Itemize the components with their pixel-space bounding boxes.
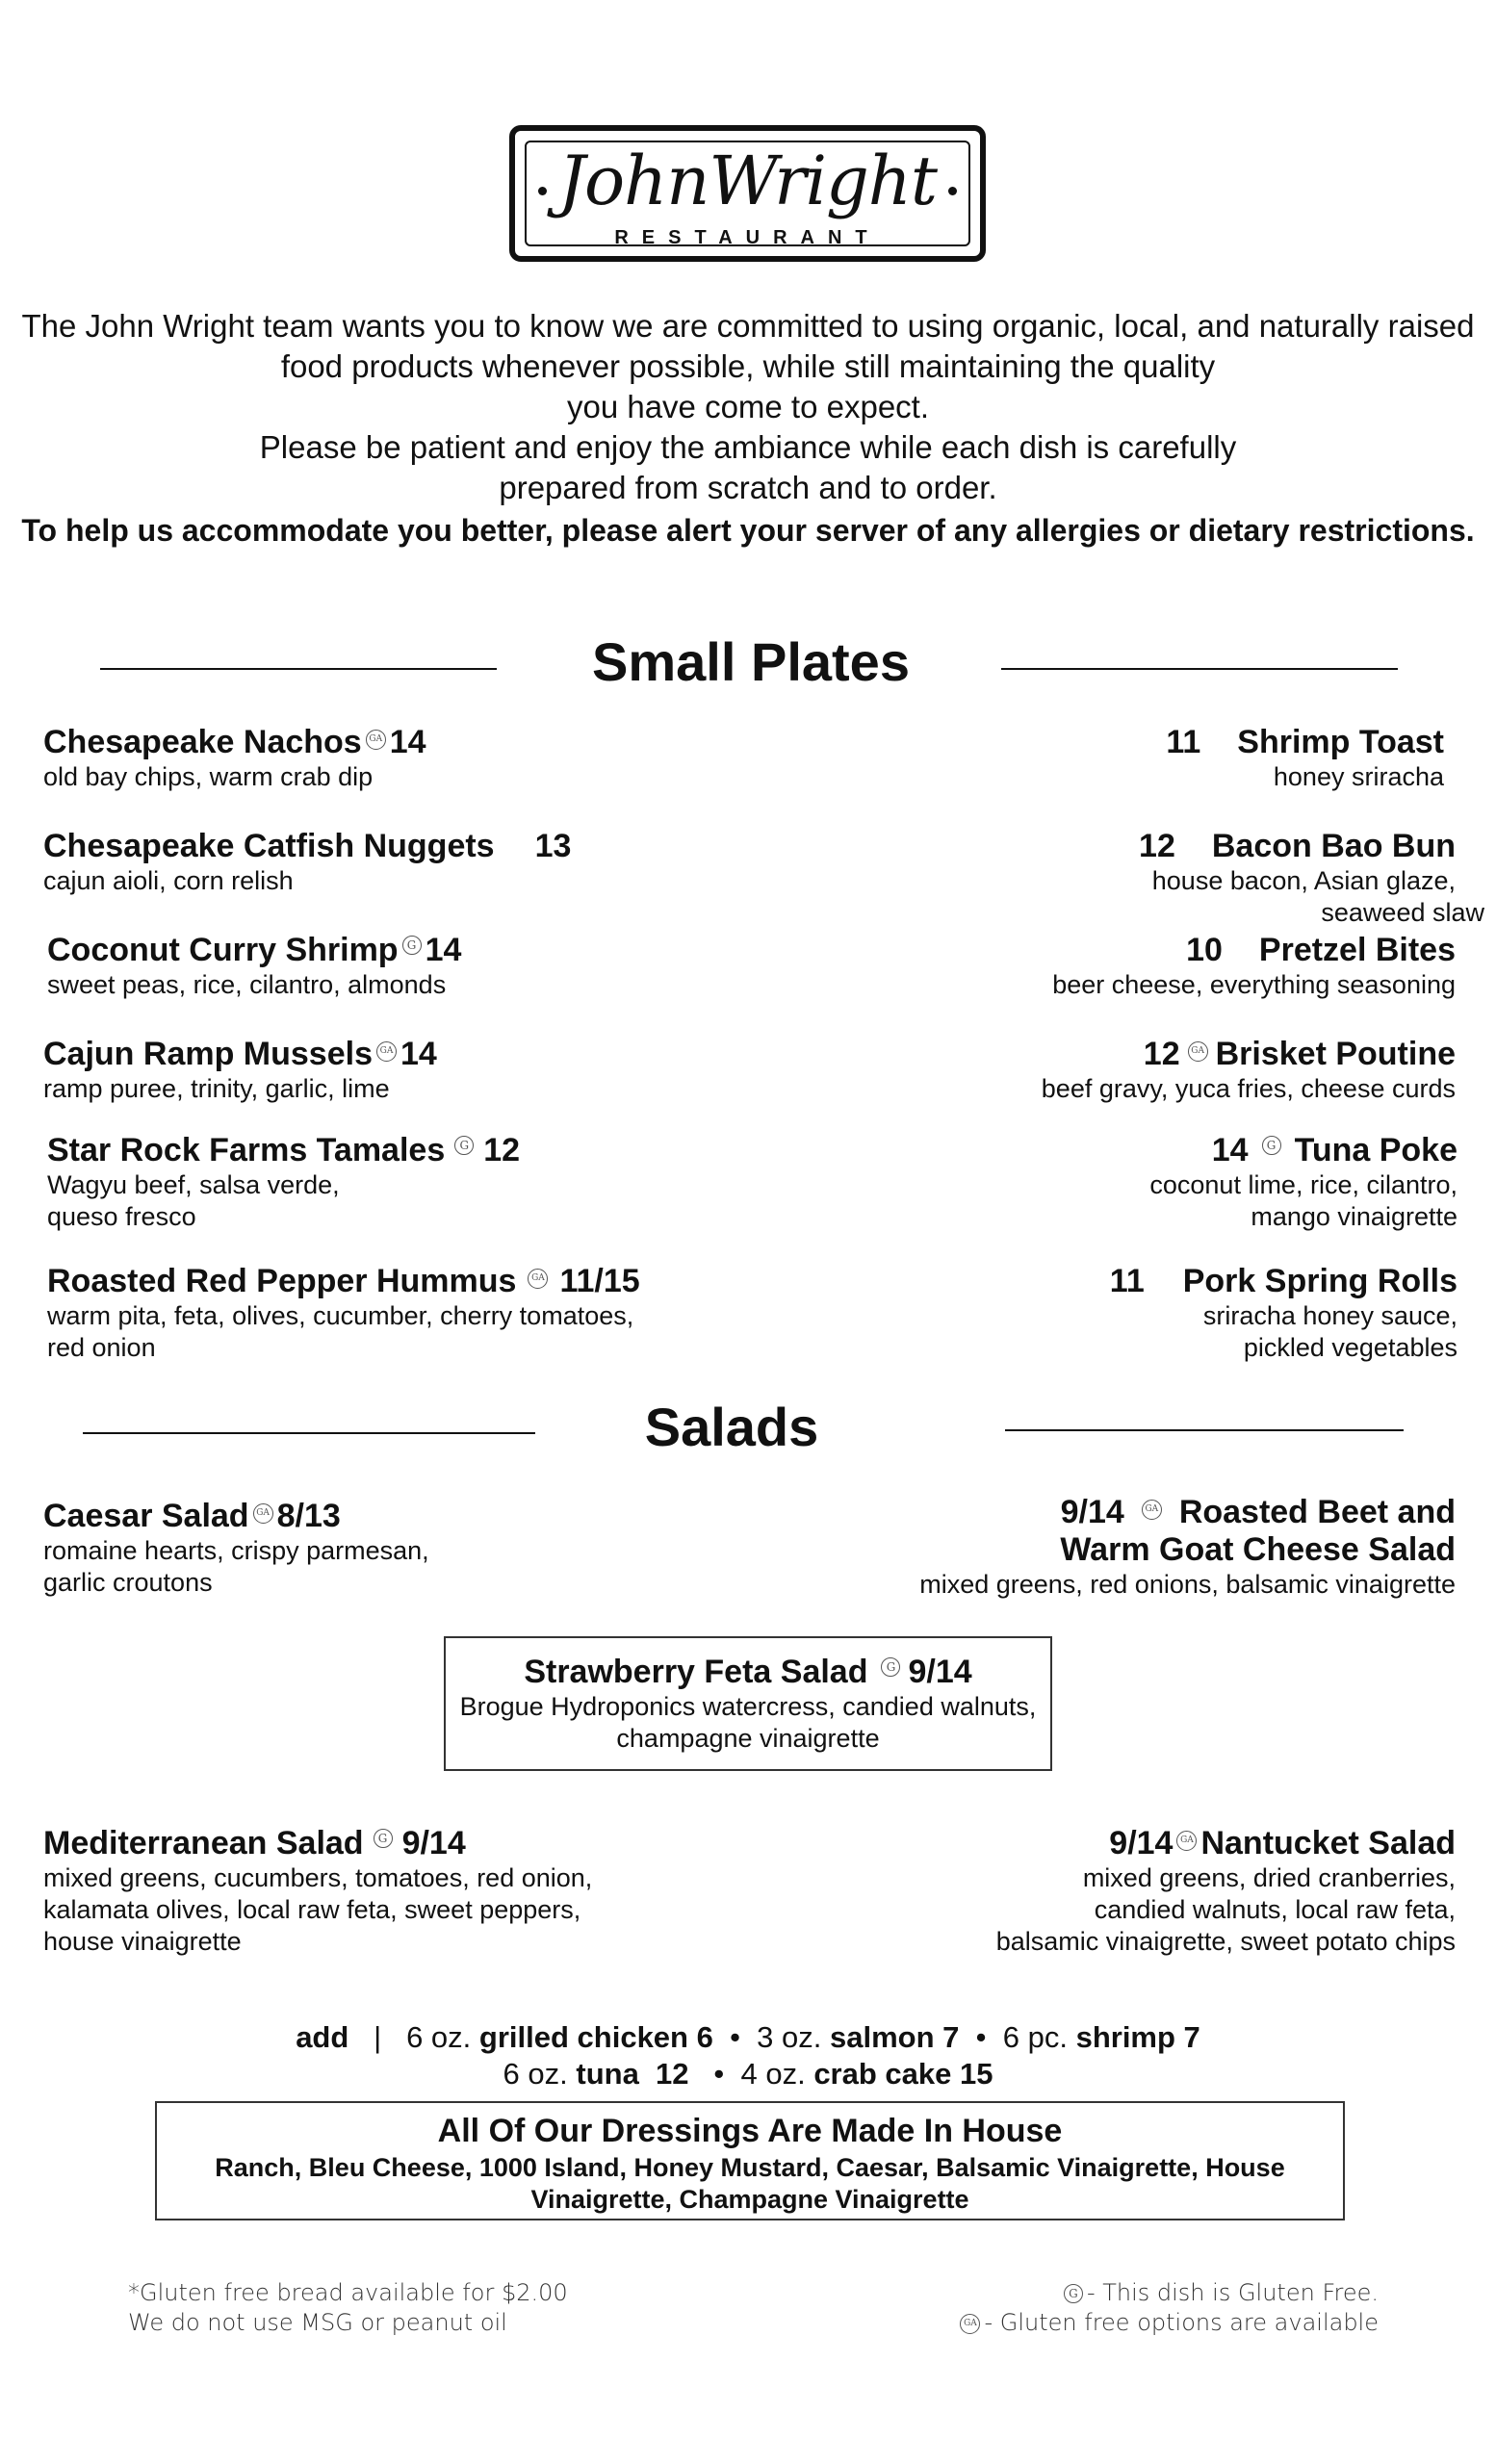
intro-line: prepared from scratch and to order. bbox=[499, 470, 997, 505]
addons-line-2 bbox=[0, 2057, 1496, 2092]
item-name: Cajun Ramp Mussels bbox=[43, 1036, 373, 1072]
intro-line: you have come to expect. bbox=[566, 389, 930, 424]
gluten-free-icon: G bbox=[1262, 1136, 1281, 1155]
item-description: warm pita, feta, olives, cucumber, cherry tomatoes, bbox=[47, 1301, 634, 1330]
item-description: house vinaigrette bbox=[43, 1927, 242, 1956]
item-price: 13 bbox=[534, 828, 572, 864]
menu-item bbox=[43, 1036, 437, 1105]
addon-qty: 3 oz. bbox=[757, 2020, 822, 2054]
item-price: 14 bbox=[400, 1036, 437, 1072]
item-name: Brisket Poutine bbox=[1215, 1036, 1456, 1072]
bullet: • bbox=[730, 2020, 740, 2054]
item-price: 11 bbox=[1109, 1263, 1145, 1299]
gluten-free-options-icon: GA bbox=[960, 2314, 980, 2334]
allergy-notice: To help us accommodate you better, please alert your server of any allergies or dietary restrictions. bbox=[21, 513, 1475, 548]
section-rule-left bbox=[100, 668, 497, 670]
dressings-list: Vinaigrette, Champagne Vinaigrette bbox=[530, 2185, 969, 2214]
item-price: 14 bbox=[1211, 1132, 1249, 1168]
dressings-list: Ranch, Bleu Cheese, 1000 Island, Honey Mustard, Caesar, Balsamic Vinaigrette, House bbox=[215, 2153, 1285, 2182]
item-name: Mediterranean Salad bbox=[43, 1825, 364, 1861]
logo-name: JohnWright bbox=[557, 141, 938, 220]
item-description: mixed greens, red onions, balsamic vinaigrette bbox=[919, 1570, 1456, 1599]
item-description: queso fresco bbox=[47, 1202, 196, 1231]
item-description: red onion bbox=[47, 1333, 156, 1362]
item-price: 10 bbox=[1186, 932, 1223, 968]
item-price: 12 bbox=[483, 1132, 521, 1168]
addons-line-1 bbox=[0, 2020, 1496, 2055]
item-description: kalamata olives, local raw feta, sweet peppers, bbox=[43, 1895, 581, 1924]
addon-qty: 4 oz. bbox=[740, 2057, 806, 2091]
intro-line: Please be patient and enjoy the ambiance while each dish is carefully bbox=[259, 429, 1237, 465]
section-title-salads: Salads bbox=[644, 1397, 819, 1457]
addons-label: add bbox=[296, 2020, 349, 2054]
addon-salmon: salmon 7 bbox=[830, 2020, 960, 2054]
addon-chicken: grilled chicken 6 bbox=[478, 2020, 713, 2054]
footer-notes-left bbox=[128, 2278, 568, 2338]
menu-item bbox=[1149, 1132, 1457, 1233]
gluten-free-icon: G bbox=[454, 1136, 474, 1155]
menu-item bbox=[43, 1498, 429, 1599]
item-name-continued: Warm Goat Cheese Salad bbox=[1060, 1531, 1456, 1568]
item-description: garlic croutons bbox=[43, 1568, 213, 1597]
menu-item bbox=[1166, 724, 1444, 793]
item-description: house bacon, Asian glaze, bbox=[1151, 866, 1456, 895]
addon-tuna: tuna 12 bbox=[576, 2057, 689, 2091]
item-name: Roasted Red Pepper Hummus bbox=[47, 1263, 517, 1299]
gluten-free-icon: G bbox=[881, 1657, 900, 1677]
item-description: coconut lime, rice, cilantro, bbox=[1149, 1170, 1457, 1199]
item-price: 9/14 bbox=[1060, 1494, 1124, 1530]
gluten-free-options-icon: GA bbox=[366, 730, 386, 750]
item-description: mango vinaigrette bbox=[1251, 1202, 1457, 1231]
gluten-free-options-icon: GA bbox=[376, 1041, 397, 1062]
menu-item bbox=[47, 1263, 640, 1364]
legend-gluten-free: - This dish is Gluten Free. bbox=[1086, 2279, 1379, 2306]
item-description: balsamic vinaigrette, sweet potato chips bbox=[995, 1927, 1456, 1956]
bullet: • bbox=[713, 2057, 725, 2091]
item-price: 9/14 bbox=[1109, 1825, 1174, 1861]
item-description: Wagyu beef, salsa verde, bbox=[47, 1170, 340, 1199]
item-name: Roasted Beet and bbox=[1178, 1494, 1456, 1530]
logo-subtitle: RESTAURANT bbox=[614, 227, 881, 248]
dressings-title: All Of Our Dressings Are Made In House bbox=[437, 2113, 1063, 2149]
section-rule-right bbox=[1001, 668, 1398, 670]
addon-crab-cake: crab cake 15 bbox=[813, 2057, 993, 2091]
item-description: candied walnuts, local raw feta, bbox=[1094, 1895, 1456, 1924]
menu-item bbox=[919, 1494, 1456, 1601]
gluten-free-icon: G bbox=[374, 1829, 393, 1848]
item-description: old bay chips, warm crab dip bbox=[43, 762, 374, 791]
addons-separator: | bbox=[374, 2020, 382, 2054]
addon-qty: 6 oz. bbox=[503, 2057, 568, 2091]
gluten-free-options-icon: GA bbox=[1142, 1500, 1162, 1520]
item-description: cajun aioli, corn relish bbox=[43, 866, 294, 895]
item-description: pickled vegetables bbox=[1243, 1333, 1457, 1362]
item-description: seaweed slaw bbox=[1321, 898, 1484, 927]
item-price: 12 bbox=[1143, 1036, 1180, 1072]
intro-line: food products whenever possible, while still maintaining the quality bbox=[280, 348, 1216, 384]
gluten-free-icon: G bbox=[1064, 2284, 1083, 2303]
addon-shrimp: shrimp 7 bbox=[1075, 2020, 1200, 2054]
salad-addons bbox=[0, 2020, 1496, 2092]
item-name: Bacon Bao Bun bbox=[1211, 828, 1456, 864]
gluten-free-options-icon: GA bbox=[528, 1269, 548, 1289]
gluten-free-options-icon: GA bbox=[1176, 1831, 1197, 1851]
legend-gluten-free-options: - Gluten free options are available bbox=[984, 2309, 1379, 2336]
gluten-free-icon: G bbox=[402, 936, 422, 955]
item-name: Nantucket Salad bbox=[1200, 1825, 1456, 1861]
item-name: Strawberry Feta Salad bbox=[524, 1654, 868, 1690]
item-description: mixed greens, dried cranberries, bbox=[1082, 1863, 1456, 1892]
item-description: beer cheese, everything seasoning bbox=[1052, 970, 1456, 999]
intro-text bbox=[0, 306, 1496, 508]
item-name: Chesapeake Nachos bbox=[43, 724, 362, 760]
item-name: Star Rock Farms Tamales bbox=[47, 1132, 446, 1168]
gluten-free-options-icon: GA bbox=[253, 1503, 273, 1524]
menu-item bbox=[996, 1825, 1456, 1958]
item-description: Brogue Hydroponics watercress, candied walnuts, bbox=[459, 1692, 1037, 1721]
item-name: Pretzel Bites bbox=[1258, 932, 1456, 968]
menu-item bbox=[43, 724, 426, 793]
item-price: 8/13 bbox=[276, 1498, 341, 1534]
item-name: Shrimp Toast bbox=[1237, 724, 1444, 760]
dressings-box bbox=[155, 2101, 1345, 2220]
item-price: 14 bbox=[425, 932, 462, 968]
featured-salad-box bbox=[444, 1636, 1052, 1771]
menu-item bbox=[47, 932, 461, 1001]
section-rule-left bbox=[83, 1432, 535, 1434]
item-price: 9/14 bbox=[908, 1654, 972, 1690]
menu-item bbox=[1139, 828, 1484, 929]
item-name: Chesapeake Catfish Nuggets bbox=[43, 828, 495, 864]
gluten-free-bread-note: *Gluten free bread available for $2.00 bbox=[128, 2279, 568, 2306]
item-description: sweet peas, rice, cilantro, almonds bbox=[47, 970, 447, 999]
item-description: honey sriracha bbox=[1273, 762, 1444, 791]
item-price: 11/15 bbox=[559, 1263, 640, 1299]
restaurant-logo bbox=[509, 125, 986, 262]
item-name: Pork Spring Rolls bbox=[1182, 1263, 1457, 1299]
addon-qty: 6 oz. bbox=[406, 2020, 472, 2054]
item-price: 14 bbox=[389, 724, 426, 760]
gluten-free-options-icon: GA bbox=[1188, 1041, 1208, 1062]
menu-item bbox=[1110, 1263, 1457, 1364]
bullet: • bbox=[975, 2020, 987, 2054]
footer-legend bbox=[956, 2278, 1379, 2338]
item-description: romaine hearts, crispy parmesan, bbox=[43, 1536, 429, 1565]
item-price: 11 bbox=[1166, 724, 1201, 760]
item-price: 9/14 bbox=[401, 1825, 466, 1861]
item-price: 12 bbox=[1139, 828, 1175, 864]
addon-qty: 6 pc. bbox=[1002, 2020, 1068, 2054]
section-rule-right bbox=[1005, 1429, 1404, 1431]
item-name: Tuna Poke bbox=[1294, 1132, 1457, 1168]
msg-peanut-note: We do not use MSG or peanut oil bbox=[128, 2309, 507, 2336]
item-description: ramp puree, trinity, garlic, lime bbox=[43, 1074, 390, 1103]
item-description: mixed greens, cucumbers, tomatoes, red onion, bbox=[43, 1863, 593, 1892]
intro-line: The John Wright team wants you to know we are committed to using organic, local, and naturally raised bbox=[21, 308, 1475, 344]
menu-item bbox=[43, 1825, 592, 1958]
menu-item bbox=[1052, 932, 1456, 1001]
menu-item bbox=[47, 1132, 520, 1233]
section-title-small-plates: Small Plates bbox=[592, 631, 910, 692]
item-description: sriracha honey sauce, bbox=[1202, 1301, 1457, 1330]
menu-item bbox=[1042, 1036, 1456, 1105]
item-name: Caesar Salad bbox=[43, 1498, 249, 1534]
menu-item bbox=[43, 828, 571, 897]
item-description: beef gravy, yuca fries, cheese curds bbox=[1041, 1074, 1456, 1103]
item-name: Coconut Curry Shrimp bbox=[47, 932, 399, 968]
item-description: champagne vinaigrette bbox=[616, 1724, 880, 1753]
